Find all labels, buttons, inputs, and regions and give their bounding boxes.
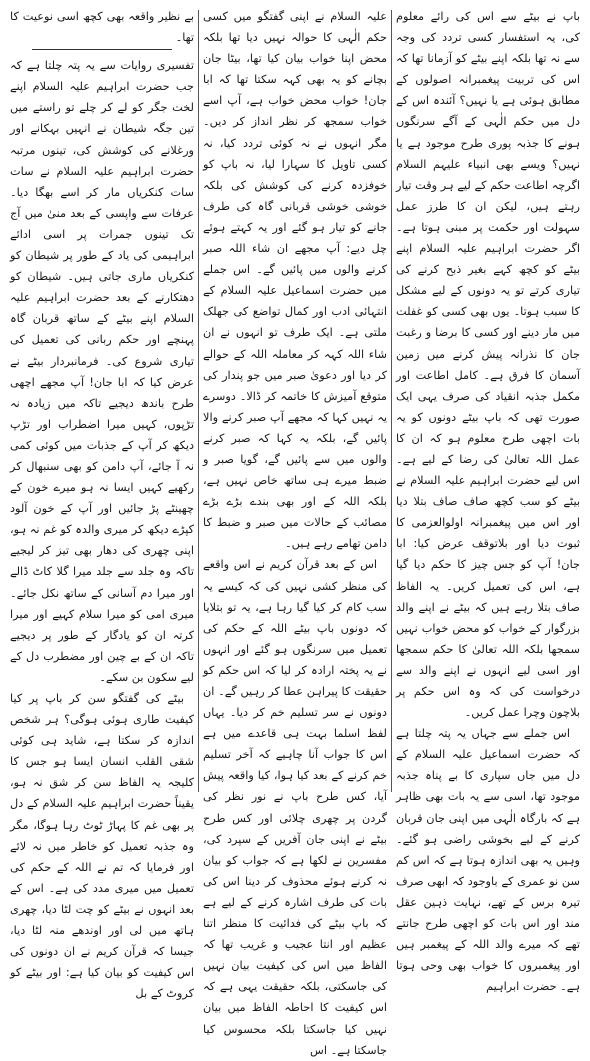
section-divider: [32, 49, 172, 50]
paragraph: بے نظیر واقعہ بھی کچھ اسی نوعیت کا تھا۔: [10, 10, 194, 45]
column-left: [6, 6, 198, 1001]
paragraph: اس کے بعد قرآن کریم نے اس واقعے کی منظر کشی نہیں کی کہ کیسے یہ سب کام کر کیا گیا رہا ہے، یہ تو بتلایا کہ دونوں باپ بیٹے اللہ کے حکم کی تعمیل میں سرنگوں ہو گئے اور انہوں نے یہ پختہ ارادہ کر لیا کہ اس حکم کو حقیقت کا پیراہن عطا کر رہیں گے۔ ان دونوں نے سر تسلیم خم کر دیا۔ یہاں لفظ اسلما بہت ہی قاعدے میں ہے اس کا جواب آنا چاہیے کہ آخر تسلیم خم کرنے کے بعد کیا ہوا، کیا واقعہ پیش آیا، کس طرح باپ نے نور نظر کی گردن پر چھری چلائی اور کس طرح بیٹے نے اپنی جان آفریں کے سپرد کی، مفسرین نے لکھا ہے کہ جواب کو بیان نہ کرنے ہوئے محذوف کر دینا اس کی بات کی طرف اشارہ کرنے کے لیے ہے کہ باپ بیٹے کی فدائیت کا منظر اتنا عظیم اور انتا عجیب و غریب تھا کہ الفاظ میں اس کی کیفیت بیان نہیں کی جاسکتی، بلکہ حقیقت یہی ہے کہ اس کیفیت کا احاطہ الفاظ میں بیان نہیں کیا جاسکتا بلکہ محسوس کیا جاسکتا ہے۔ اس: [203, 558, 387, 1057]
paragraph: تفسیری روایات سے یہ پتہ چلتا ہے کہ جب حضرت ابراہیم علیہ السلام اپنے لخت جگر کو لے کر چلے تو راستے میں تین جگہ شیطان نے انہیں بہکانے اور ورغلانے کی کوشش کی، تینوں مرتبہ حضرت ابراہیم علیہ السلام نے سات سات کنکریاں مار کر اسے بھگا دیا۔ عرفات سے واپسی کے بعد منیٰ میں آج تک تینوں جمرات پر اسی ادائے ابراہیمی کی یاد کے طور پر شیطان کو کنکریاں ماری جاتی ہیں۔ شیطان کو دھتکارنے کے بعد حضرت ابراہیم علیہ السلام اپنے بیٹے کے ساتھ قربان گاہ پہنچے اور حکم ربانی کی تعمیل کی تیاری شروع کی۔ فرمانبردار بیٹے نے عرض کیا کہ ابا جان! آپ مجھے اچھی طرح باندھ دیجیے تاکہ میں زیادہ نہ تڑپوں، کہیں میرا اضطراب اور تڑپ دیکھ کر آپ کے جذبات میں کوئی کمی نہ آ جائے، آپ دامن کو بھی سنبھال کر رکھیے کہیں ایسا نہ ہو میرے خون کے چھینٹے پڑ جائیں اور آپ کے خون آلود کپڑے دیکھ کر میری والدہ کو غم نہ ہو، اپنی چھری کی دھار بھی تیز کر لیجیے تاکہ وہ جلد سے جلد میرا گلا کاٹ ڈالے اور میرا دم آسانی کے ساتھ نکل جائے۔ میری امی کو میرا سلام کہیے اور میرا کرتہ ان کو یادگار کے طور پر دیجیے تاکہ ان کے بے چین اور مضطرب دل کے لیے سکون بن سکے۔: [10, 59, 194, 684]
paragraph: اس جملے سے جہاں یہ پتہ چلتا ہے کہ حضرت اسماعیل علیہ السلام کے دل میں جاں سپاری کا بے پناہ جذبہ موجود تھا، اسی سے یہ بات بھی ظاہر ہے کہ بارگاہ الٰہی میں اپنی جان قربان کرنے کے لیے بخوشی راضی ہو گئے۔ وہیں یہ بھی اندازہ ہوتا ہے کہ اس کم سن نو عمری کے باوجود کہ ابھی صرف تیرہ برس کے تھے، نہایت ذہین عقل مند اور اس بات کو اچھی طرح جانتے تھے کہ میرے والد اللہ کے پیغمبر ہیں اور پیغمبروں کا خواب بھی وحی ہوتا ہے۔ حضرت ابراہیم: [396, 727, 580, 994]
paragraph: باپ نے بیٹے سے اس کی رائے معلوم کی، یہ استفسار کسی تردد کی وجہ سے نہ تھا بلکہ اپنے بیٹے کو آزمانا تھا کہ اس کی تربیت پیغمبرانہ اصولوں کے مطابق ہوئی ہے یا نہیں؟ آئندہ اس کے دل میں حکم الٰہی کے آگے سرنگوں ہونے کا جذبہ پوری طرح موجود ہے یا نہیں؟ ویسے بھی انبیاء علیہم السلام اگرچہ اطاعت حکم کے لیے ہر وقت تیار رہتے ہیں، لیکن ان کا طرز عمل سہولت اور حکمت پر مبنی ہوتا ہے۔ اگر حضرت ابراہیم علیہ السلام اپنے بیٹے کو کچھ کہے بغیر ذبح کرنے کی تیاری کرتے تو یہ دونوں کے لیے مشکل کا سبب ہوتا۔ یوں بھی کسی کو غفلت میں مار دینے اور کسی کا برضا و رغبت جان کا نذرانہ پیش کرنے میں زمین آسمان کا فرق ہے۔ کامل اطاعت اور مکمل جذبہ انقیاد کی صرف یہی ایک صورت تھی کہ باپ بیٹے دونوں کو یہ بات اچھی طرح معلوم ہو کہ ان کا عمل اللہ تعالیٰ کی رضا کے لیے ہے۔ اس لیے حضرت ابراہیم علیہ السلام نے بیٹے کو سب کچھ صاف صاف بتلا دیا اور اس میں پیغمبرانہ اولوالعزمی کا ثبوت دیا اور بلاتوقف عرض کیا: ابا جان! آپ کو جس چیز کا حکم دیا گیا ہے، اس کی تعمیل کریں۔ یہ الفاظ صاف بتلا رہے ہیں کہ بیٹے نے اپنے والد بزرگوار کے خواب کو محض خواب نہیں سمجھا بلکہ اللہ تعالیٰ کا حکم سمجھا اور اسی لیے انہوں نے اپنے والد سے درخواست کی کہ وہ اس حکم پر بلاچون وچرا عمل کریں۔: [396, 10, 580, 720]
column-right: [392, 6, 584, 994]
column-middle: [199, 6, 391, 1057]
paragraph: علیہ السلام نے اپنی گفتگو میں کسی حکم الٰہی کا حوالہ نہیں دیا تھا بلکہ محض اپنا خواب بیان کیا تھا، بیٹا جان بچانے کو یہ بھی کہہ سکتا تھا کہ ابا جان! خواب محض خواب ہے، آپ اسے خواب سمجھ کر نظر انداز کر دیں۔ مگر انہوں نے نہ کوئی تردد کیا، نہ کسی تاویل کا سہارا لیا، نہ باپ کو خوفزدہ کرنے کی کوشش کی بلکہ خوشی خوشی قربانی گاہ کی طرف جانے کو تیار ہو گئے اور یہ کہتے ہوئے چل دیے: آپ مجھے ان شاء اللہ صبر کرنے والوں میں پائیں گے۔ اس جملے میں حضرت اسماعیل علیہ السلام کے انتہائی ادب اور کمال تواضع کی جھلک ملتی ہے۔ ایک طرف تو انہوں نے ان شاء اللہ کہہ کر معاملہ اللہ کے حوالے کر دیا اور دعویٰ صبر میں جو پندار کی متوقع آمیزش کا خاتمہ کر ڈالا۔ دوسرے یہ نہیں کہا کہ مجھے آپ صبر کرنے والا پائیں گے، بلکہ یہ کہا کہ صبر کرنے والوں میں سے پائیں گے، گویا صبر و ضبط میرے ہی ساتھ خاص نہیں ہے، بلکہ اللہ کے اور بھی بندے بڑے بڑے مصائب کے حالات میں صبر و ضبط کا دامن تھامے رہے ہیں۔: [203, 10, 387, 551]
paragraph: بیٹے کی گفتگو سن کر باپ پر کیا کیفیت طاری ہوئی ہوگی؟ ہر شخص اندازہ کر سکتا ہے، شاید ہی کوئی شقی القلب انسان ایسا ہو جس کا کلیجہ یہ الفاظ سن کر شق نہ ہو، یقیناً حضرت ابراہیم علیہ السلام کے دل پر بھی غم کا پہاڑ ٹوٹ رہا ہوگا، مگر وہ جذبہ تعمیل کو خاطر میں نہ لائے اور فرمایا کہ تم نے اللہ کے حکم کی تعمیل میں میری مدد کی ہے۔ اس کے بعد انہوں نے بیٹے کو چت لٹا دیا، چھری ہاتھ میں لی اور اوندھے منہ لٹا دیا، جیسا کہ قرآن کریم نے ان دونوں کی اس کیفیت کو بیان کیا ہے: اور بیٹے کو کروٹ کے بل: [10, 692, 194, 1001]
